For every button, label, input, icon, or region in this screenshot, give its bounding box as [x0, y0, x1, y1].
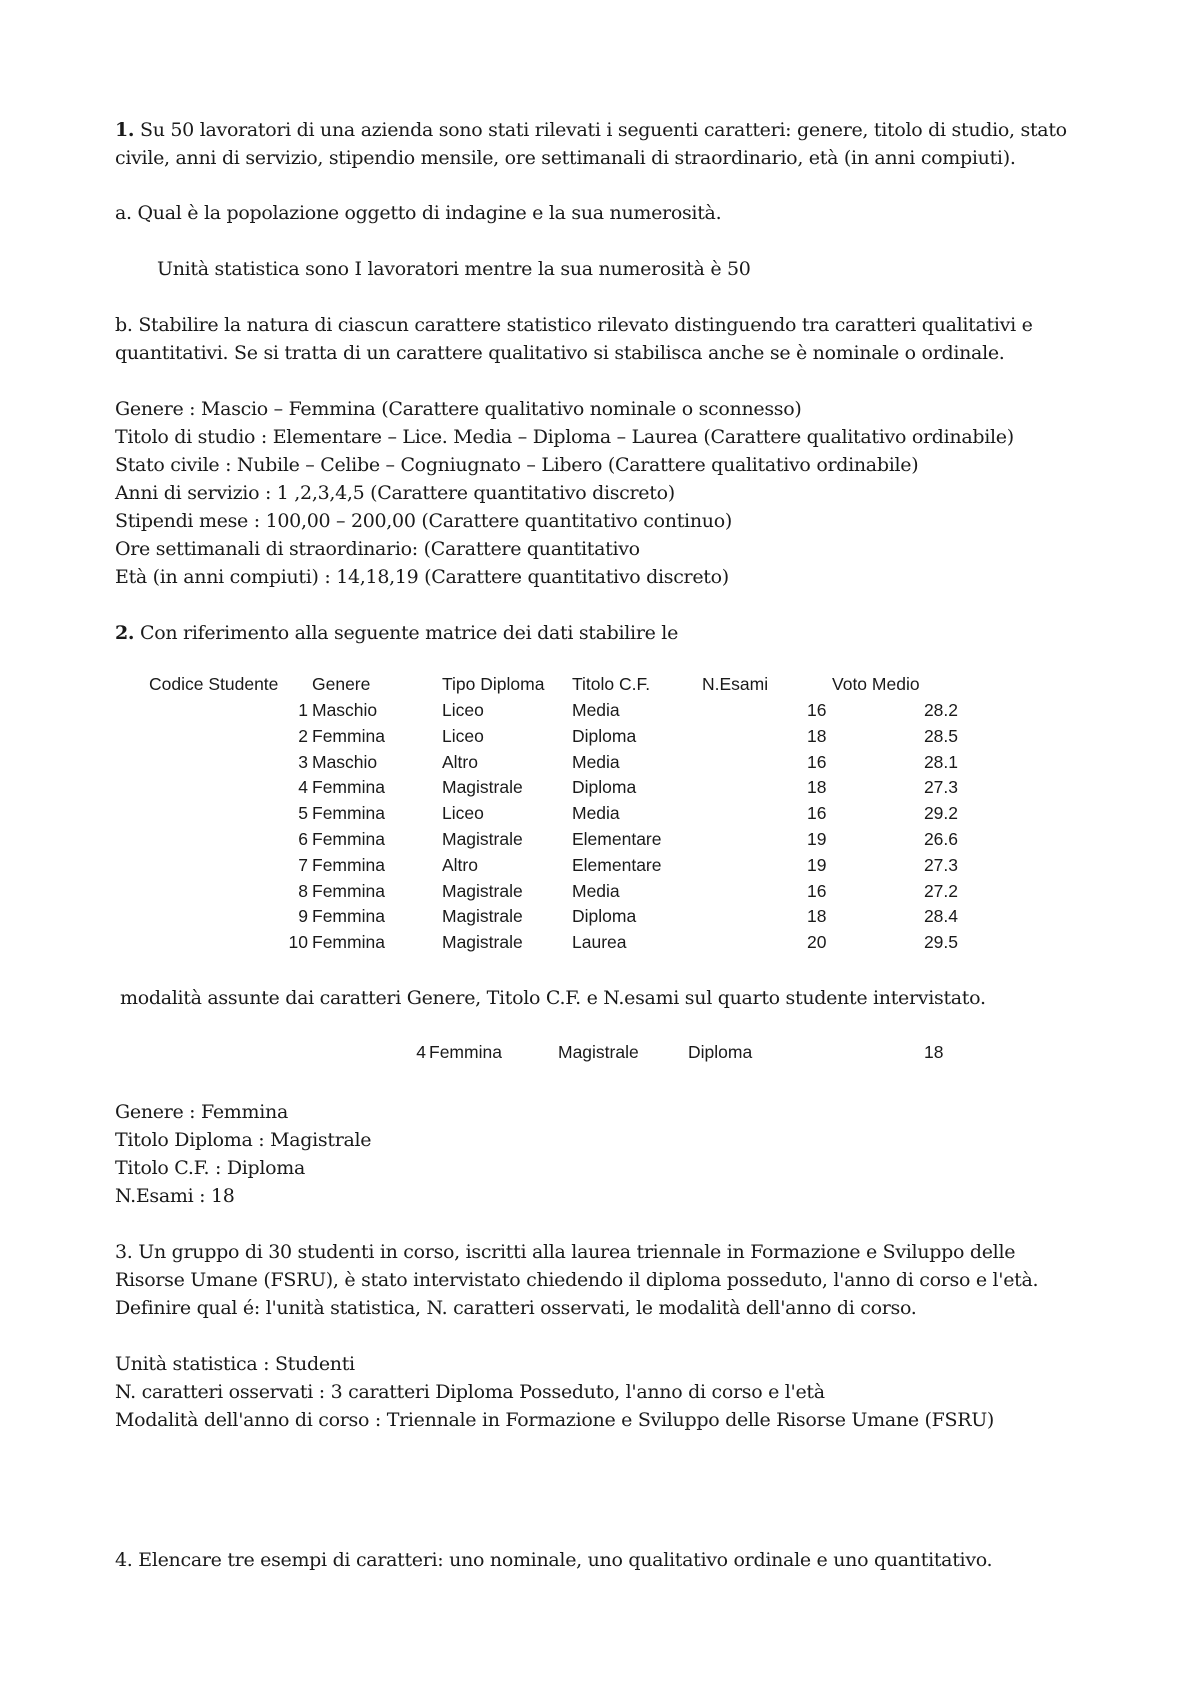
cell-titolo-cf: Media — [572, 880, 620, 901]
q2-answer-titolo-diploma: Titolo Diploma : Magistrale — [115, 1129, 372, 1151]
cell-genere: Femmina — [312, 906, 385, 927]
q2-intro-line — [115, 619, 678, 647]
table-header-voto-medio: Voto Medio — [832, 674, 920, 694]
cell-n-esami: 18 — [807, 725, 827, 746]
cell-codice: 6 — [298, 829, 308, 849]
q1b-answer-eta: Età (in anni compiuti) : 14,18,19 (Carattere quantitativo discreto) — [115, 566, 729, 588]
cell-codice: 8 — [298, 880, 308, 901]
cell-genere: Maschio — [312, 751, 378, 772]
cell-voto-medio: 28.5 — [923, 725, 958, 746]
cell-titolo-cf: Laurea — [572, 932, 627, 953]
q2-number: 2. — [115, 622, 135, 644]
q1b-question-line-2: quantitativi. Se si tratta di un carattere qualitativo si stabilisca anche se è nominale o ordinale. — [115, 342, 1005, 364]
q1-text-line-2: civile, anni di servizio, stipendio mensile, ore settimanali di straordinario, età (in anni compiuti). — [115, 147, 1016, 169]
cell-genere: Femmina — [312, 725, 385, 746]
cell-genere: Maschio — [312, 700, 378, 720]
cell-genere: Femmina — [312, 932, 385, 953]
cell-codice: 3 — [298, 751, 308, 772]
cell-codice: 4 — [298, 777, 308, 798]
cell-genere: Femmina — [312, 803, 385, 824]
cell-codice: 1 — [298, 700, 308, 720]
q1-text-1: Su 50 lavoratori di una azienda sono stati rilevati i seguenti caratteri: genere, titolo di studio, stato — [140, 119, 1067, 141]
cell-voto-medio: 28.4 — [923, 906, 958, 927]
q1b-question-line-1: b. Stabilire la natura di ciascun carattere statistico rilevato distinguendo tra caratteri qualitativi e — [115, 314, 1033, 336]
cell-titolo-cf: Media — [572, 700, 620, 720]
table-header-codice: Codice Studente — [149, 674, 279, 694]
cell-codice: 9 — [298, 906, 308, 927]
cell-titolo-cf: Media — [572, 803, 620, 824]
cell-n-esami: 16 — [807, 751, 827, 772]
cell-n-esami: 19 — [807, 829, 827, 849]
q1b-answer-genere: Genere : Mascio – Femmina (Carattere qualitativo nominale o sconnesso) — [115, 398, 802, 420]
cell-voto-medio: 26.6 — [923, 829, 958, 849]
cell-codice: 7 — [298, 854, 308, 875]
table-header-genere: Genere — [312, 674, 371, 694]
cell-tipo-diploma: Liceo — [442, 700, 484, 720]
extract-n-esami: 18 — [924, 1042, 944, 1062]
cell-n-esami: 19 — [807, 854, 827, 875]
q2-intro: Con riferimento alla seguente matrice dei dati stabilire le — [140, 622, 679, 644]
q3-text-line-2: Risorse Umane (FSRU), è stato intervistato chiedendo il diploma posseduto, l'anno di corso e l'età. — [115, 1269, 1039, 1291]
cell-tipo-diploma: Liceo — [442, 803, 484, 824]
cell-voto-medio: 28.2 — [923, 700, 958, 720]
q2-answer-titolo-cf: Titolo C.F. : Diploma — [115, 1157, 306, 1179]
q2-answer-n-esami: N.Esami : 18 — [115, 1185, 235, 1207]
q1b-answer-stato: Stato civile : Nubile – Celibe – Cogniugnato – Libero (Carattere qualitativo ordinabile) — [115, 454, 919, 476]
q3-answer-unita: Unità statistica : Studenti — [115, 1353, 355, 1375]
cell-voto-medio: 28.1 — [923, 751, 958, 772]
cell-tipo-diploma: Altro — [442, 854, 478, 875]
q3-answer-modalita: Modalità dell'anno di corso : Triennale in Formazione e Sviluppo delle Risorse Umane (FSRU) — [115, 1409, 995, 1431]
q4-text: 4. Elencare tre esempi di caratteri: uno nominale, uno qualitativo ordinale e uno quantitativo. — [115, 1549, 993, 1571]
q1b-answer-titolo: Titolo di studio : Elementare – Lice. Media – Diploma – Laurea (Carattere qualitativo ordinabile) — [115, 426, 1014, 448]
cell-codice: 10 — [288, 932, 308, 953]
cell-titolo-cf: Elementare — [572, 854, 662, 875]
table-header-n-esami: N.Esami — [702, 674, 769, 694]
q1a-answer: Unità statistica sono I lavoratori mentre la sua numerosità è 50 — [157, 258, 751, 280]
cell-titolo-cf: Media — [572, 751, 620, 772]
cell-tipo-diploma: Magistrale — [442, 777, 523, 798]
cell-n-esami: 16 — [807, 803, 827, 824]
extract-titolo-cf: Diploma — [688, 1042, 753, 1062]
extract-code: 4 — [416, 1042, 426, 1062]
q3-answer-n-caratteri: N. caratteri osservati : 3 caratteri Diploma Posseduto, l'anno di corso e l'età — [115, 1381, 825, 1403]
table-header-titolo-cf: Titolo C.F. — [572, 674, 651, 694]
cell-n-esami: 18 — [807, 777, 827, 798]
cell-tipo-diploma: Magistrale — [442, 880, 523, 901]
extract-genere: Femmina — [429, 1042, 502, 1062]
q2-answer-genere: Genere : Femmina — [115, 1101, 288, 1123]
q1a-question: a. Qual è la popolazione oggetto di indagine e la sua numerosità. — [115, 202, 722, 224]
q1b-answer-anni: Anni di servizio : 1 ,2,3,4,5 (Carattere quantitativo discreto) — [115, 482, 675, 504]
cell-genere: Femmina — [312, 829, 385, 849]
cell-voto-medio: 27.3 — [923, 777, 958, 798]
cell-n-esami: 16 — [807, 700, 827, 720]
table-header-tipo-diploma: Tipo Diploma — [442, 674, 545, 694]
cell-genere: Femmina — [312, 880, 385, 901]
cell-codice: 5 — [298, 803, 308, 824]
cell-titolo-cf: Elementare — [572, 829, 662, 849]
cell-codice: 2 — [298, 725, 308, 746]
cell-tipo-diploma: Magistrale — [442, 932, 523, 953]
cell-n-esami: 16 — [807, 880, 827, 901]
q1-number: 1. — [115, 119, 135, 141]
cell-titolo-cf: Diploma — [572, 777, 637, 798]
cell-voto-medio: 29.2 — [923, 803, 958, 824]
cell-genere: Femmina — [312, 854, 385, 875]
cell-titolo-cf: Diploma — [572, 725, 637, 746]
q1b-answer-stipendi: Stipendi mese : 100,00 – 200,00 (Carattere quantitativo continuo) — [115, 510, 732, 532]
extract-tipo-diploma: Magistrale — [558, 1042, 639, 1062]
cell-genere: Femmina — [312, 777, 385, 798]
q3-text-line-1: 3. Un gruppo di 30 studenti in corso, iscritti alla laurea triennale in Formazione e Sviluppo delle — [115, 1241, 1016, 1263]
cell-tipo-diploma: Magistrale — [442, 829, 523, 849]
cell-tipo-diploma: Magistrale — [442, 906, 523, 927]
cell-voto-medio: 27.2 — [923, 880, 958, 901]
cell-tipo-diploma: Liceo — [442, 725, 484, 746]
cell-voto-medio: 29.5 — [923, 932, 958, 953]
cell-titolo-cf: Diploma — [572, 906, 637, 927]
q3-text-line-3: Definire qual é: l'unità statistica, N. caratteri osservati, le modalità dell'anno di corso. — [115, 1297, 917, 1319]
cell-voto-medio: 27.3 — [923, 854, 958, 875]
cell-n-esami: 18 — [807, 906, 827, 927]
q2-question: modalità assunte dai caratteri Genere, Titolo C.F. e N.esami sul quarto studente intervistato. — [120, 987, 986, 1009]
cell-n-esami: 20 — [807, 932, 827, 953]
q1-text-line-1 — [115, 116, 1067, 144]
q1b-answer-ore: Ore settimanali di straordinario: (Carattere quantitativo — [115, 538, 640, 560]
cell-tipo-diploma: Altro — [442, 751, 478, 772]
